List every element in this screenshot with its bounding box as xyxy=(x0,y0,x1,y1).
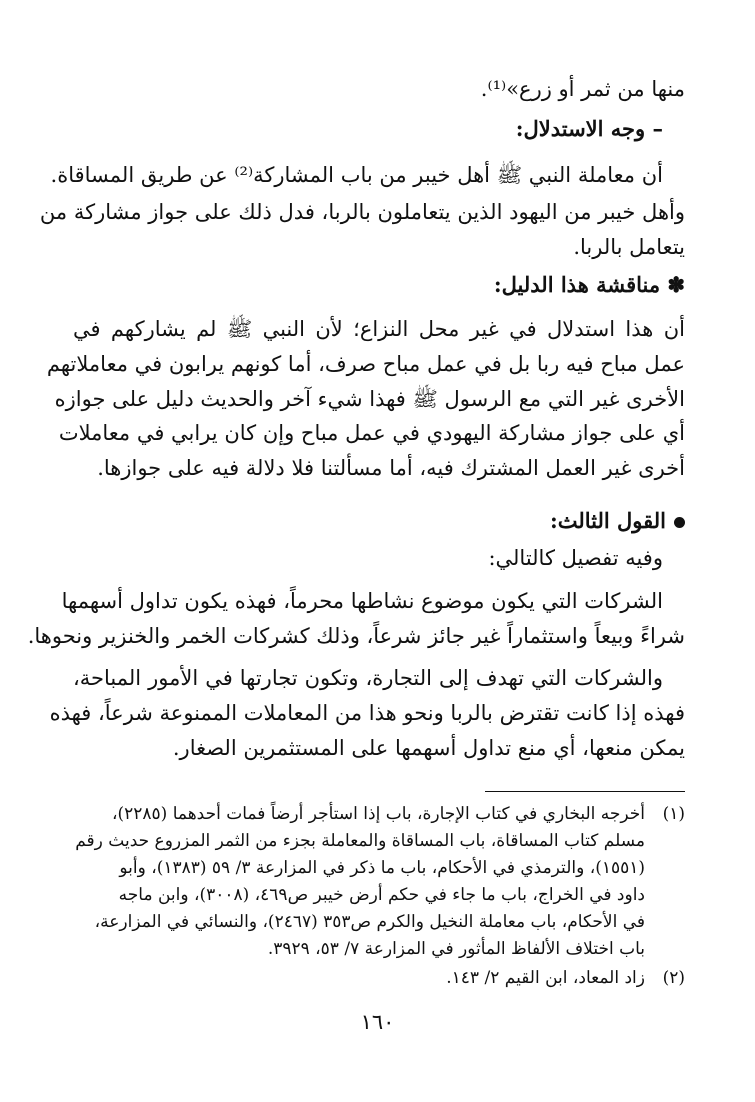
text-line-14: الشركات التي يكون موضوع نشاطها محرماً، فهذه يكون تداول أسهمها xyxy=(61,589,663,613)
footnote-1-line-3: (١٥٥١)، والترمذي في الأحكام، باب ما ذكر في المزارعة ٣/ ٥٩ (١٣٨٣)، وأبو xyxy=(119,858,645,878)
text-line-3: أن معاملة النبي ﷺ أهل خيبر من باب المشاركة⁽²⁾ عن طريق المساقاة. xyxy=(50,163,663,187)
heading-text: القول الثالث: xyxy=(549,508,666,533)
text-line-8: عمل مباح فيه ربا بل في عمل مباح صرف، أما كونهم يرابون في معاملاتهم xyxy=(46,352,685,376)
page-number: ١٦٠ xyxy=(360,1010,395,1034)
footnote-2-text: زاد المعاد، ابن القيم ٢/ ١٤٣. xyxy=(446,968,645,988)
section-heading-third-opinion xyxy=(73,506,685,536)
text-line-18: يمكن منعها، أي منع تداول أسهمها على المستثمرين الصغار. xyxy=(172,736,685,760)
bullet-icon xyxy=(674,517,685,528)
text-line-11: أخرى غير العمل المشترك فيه، أما مسألتنا فلا دلالة فيه على جوازها. xyxy=(97,456,685,480)
text-line-16: والشركات التي تهدف إلى التجارة، وتكون تجارتها في الأمور المباحة، xyxy=(73,666,663,690)
footnote-1-line-6: باب اختلاف الألفاظ المأثور في المزارعة ٧/ ٥٣، ٣٩٢٩. xyxy=(267,939,645,959)
footnote-1-line-4: داود في الخراج، باب ما جاء في حكم أرض خيبر ص٤٦٩، (٣٠٠٨)، وابن ماجه xyxy=(118,885,645,905)
footnote-1-line-1 xyxy=(73,801,685,828)
text-line-15: شراءً وبيعاً واستثماراً غير جائز شرعاً، وذلك كشركات الخمر والخنزير ونحوها. xyxy=(27,624,685,648)
text-line-4: وأهل خيبر من اليهود الذين يتعاملون بالربا، فدل ذلك على جواز مشاركة من xyxy=(39,200,685,224)
text-line-5: يتعامل بالربا. xyxy=(573,235,685,259)
footnote-2 xyxy=(73,965,685,992)
text-line-1: منها من ثمر أو زرع»⁽¹⁾. xyxy=(480,77,685,101)
text-line-10: أي على جواز مشاركة اليهودي في عمل مباح وإن كان يرابي في معاملات xyxy=(58,421,685,445)
text-line-7: أن هذا استدلال في غير محل النزاع؛ لأن النبي ﷺ لم يشاركهم في xyxy=(73,317,685,341)
footnote-1-line-2: مسلم كتاب المساقاة، باب المساقاة والمعاملة بجزء من الثمر المزروع حديث رقم xyxy=(75,831,645,851)
footnote-1-number: (١) xyxy=(662,804,685,824)
footnote-1-text-a: أخرجه البخاري في كتاب الإجارة، باب إذا استأجر أرضاً فمات أحدهما (٢٢٨٥)، xyxy=(112,804,645,824)
text-line-9: الأخرى غير التي مع الرسول ﷺ فهذا شيء آخر والحديث دليل على جوازه xyxy=(54,387,685,411)
section-heading-inference: – وجه الاستدلال: xyxy=(515,116,663,141)
footnote-1-line-5: في الأحكام، باب معاملة النخيل والكرم ص٣٥٣ (٢٤٦٧)، والنسائي في المزارعة، xyxy=(94,912,645,932)
text-line-17: فهذه إذا كانت تقترض بالربا ونحو هذا من المعاملات الممنوعة شرعاً، فهذه xyxy=(49,701,685,725)
text-line-13: وفيه تفصيل كالتالي: xyxy=(488,546,663,570)
footnote-2-number: (٢) xyxy=(662,968,685,988)
footnote-separator xyxy=(485,791,685,792)
section-heading-discussion: ✽ مناقشة هذا الدليل: xyxy=(493,272,685,297)
